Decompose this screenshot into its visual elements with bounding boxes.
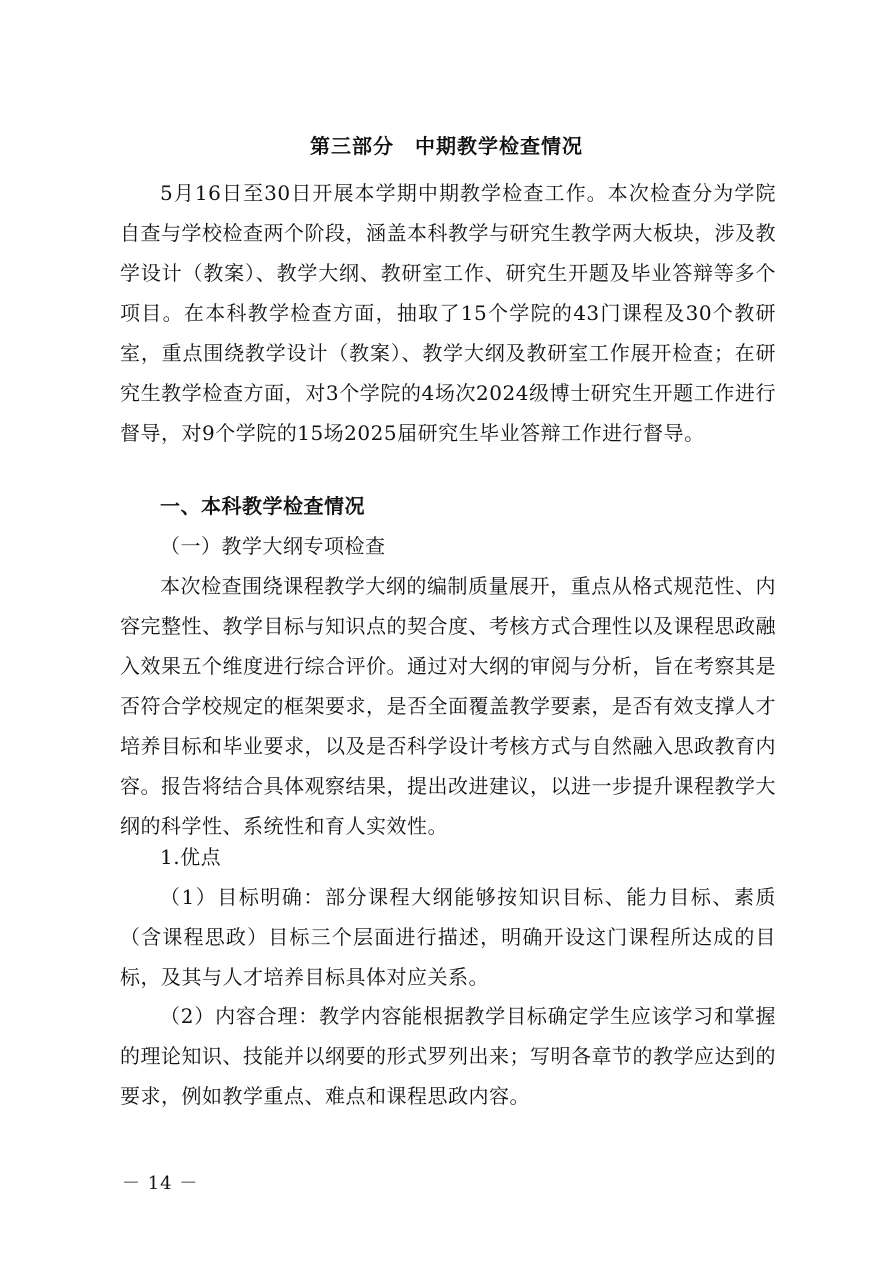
subheading-text: 1.优点	[160, 845, 222, 869]
paragraph-text: （1）目标明确：部分课程大纲能够按知识目标、能力目标、素质（含课程思政）目标三个层面进行描述，明确开设这门课程所达成的目标，及其与人才培养目标具体对应关系。	[120, 885, 776, 989]
paragraph-text: 本次检查围绕课程教学大纲的编制质量展开，重点从格式规范性、内容完整性、教学目标与知识点的契合度、考核方式合理性以及课程思政融入效果五个维度进行综合评价。通过对大纲的审阅与分析，旨在考察其是否符合学校规定的框架要求，是否全面覆盖教学要素，是否有效支撑人才培养目标和毕业要求，以及是否科学设计考核方式与自然融入思政教育内容。报告将结合具体观察结果，提出改进建议，以进一步提升课程教学大纲的科学性、系统性和育人实效性。	[120, 574, 776, 838]
heading-text: 一、本科教学检查情况	[160, 494, 365, 518]
page-number: － 14 －	[122, 1173, 199, 1194]
subheading-text: （一）教学大纲专项检查	[160, 534, 386, 558]
paragraph-inspection-overview	[120, 173, 776, 453]
paragraph-clear-objectives	[120, 877, 776, 997]
paragraph-syllabus-inspection	[120, 566, 776, 846]
subheading-syllabus-inspection	[120, 526, 776, 566]
paragraph-text: 5月16日至30日开展本学期中期教学检查工作。本次检查分为学院自查与学校检查两个阶段，涵盖本科教学与研究生教学两大板块，涉及教学设计（教案）、教学大纲、教研室工作、研究生开题及毕业答辩等多个项目。在本科教学检查方面，抽取了15个学院的43门课程及30个教研室，重点围绕教学设计（教案）、教学大纲及教研室工作展开检查；在研究生教学检查方面，对3个学院的4场次2024级博士研究生开题工作进行督导，对9个学院的15场2025届研究生毕业答辩工作进行督导。	[120, 181, 776, 445]
heading-undergraduate-inspection	[120, 486, 776, 526]
paragraph-text: （2）内容合理：教学内容能根据教学目标确定学生应该学习和掌握的理论知识、技能并以纲要的形式罗列出来；写明各章节的教学应达到的要求，例如教学重点、难点和课程思政内容。	[120, 1004, 776, 1108]
section-title: 第三部分 中期教学检查情况	[310, 134, 583, 158]
subheading-strengths	[120, 837, 776, 877]
paragraph-reasonable-content	[120, 996, 776, 1116]
